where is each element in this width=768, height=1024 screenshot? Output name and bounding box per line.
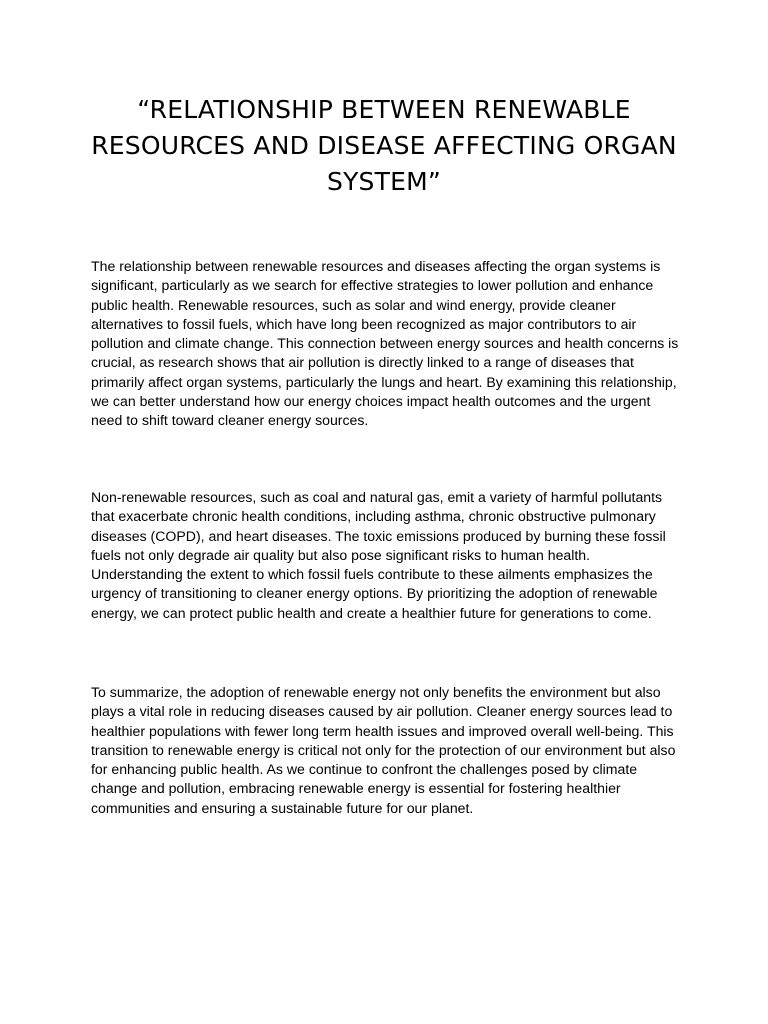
document-title: “RELATIONSHIP BETWEEN RENEWABLE RESOURCES AND DISEASE AFFECTING ORGAN SYSTEM”	[91, 95, 677, 196]
paragraph-introduction: The relationship between renewable resources and diseases affecting the organ systems is significant, particularly as we search for effective strategies to lower pollution and enhance public health. Renewable resources, such as solar and wind energy, provide cleaner alternatives to fossil fuels, which have long been recognized as major contributors to air pollution and climate change. This connection between energy sources and health concerns is crucial, as research shows that air pollution is directly linked to a range of diseases that primarily affect organ systems, particularly the lungs and heart. By examining this relationship, we can better understand how our energy choices impact health outcomes and the urgent need to shift toward cleaner energy sources.	[91, 258, 679, 429]
paragraph-summary: To summarize, the adoption of renewable energy not only benefits the environment but also plays a vital role in reducing diseases caused by air pollution. Cleaner energy sources lead to healthier populations with fewer long term health issues and improved overall well-being. This transition to renewable energy is critical not only for the protection of our environment but also for enhancing public health. As we continue to confront the challenges posed by climate change and pollution, embracing renewable energy is essential for fostering healthier communities and ensuring a sustainable future for our planet.	[91, 684, 676, 816]
paragraph-non-renewable: Non-renewable resources, such as coal and natural gas, emit a variety of harmful pollutants that exacerbate chronic health conditions, including asthma, chronic obstructive pulmonary diseases (COPD), and heart diseases. The toxic emissions produced by burning these fossil fuels not only degrade air quality but also pose significant risks to human health. Understanding the extent to which fossil fuels contribute to these ailments emphasizes the urgency of transitioning to cleaner energy options. By prioritizing the adoption of renewable energy, we can protect public health and create a healthier future for generations to come.	[91, 489, 666, 621]
